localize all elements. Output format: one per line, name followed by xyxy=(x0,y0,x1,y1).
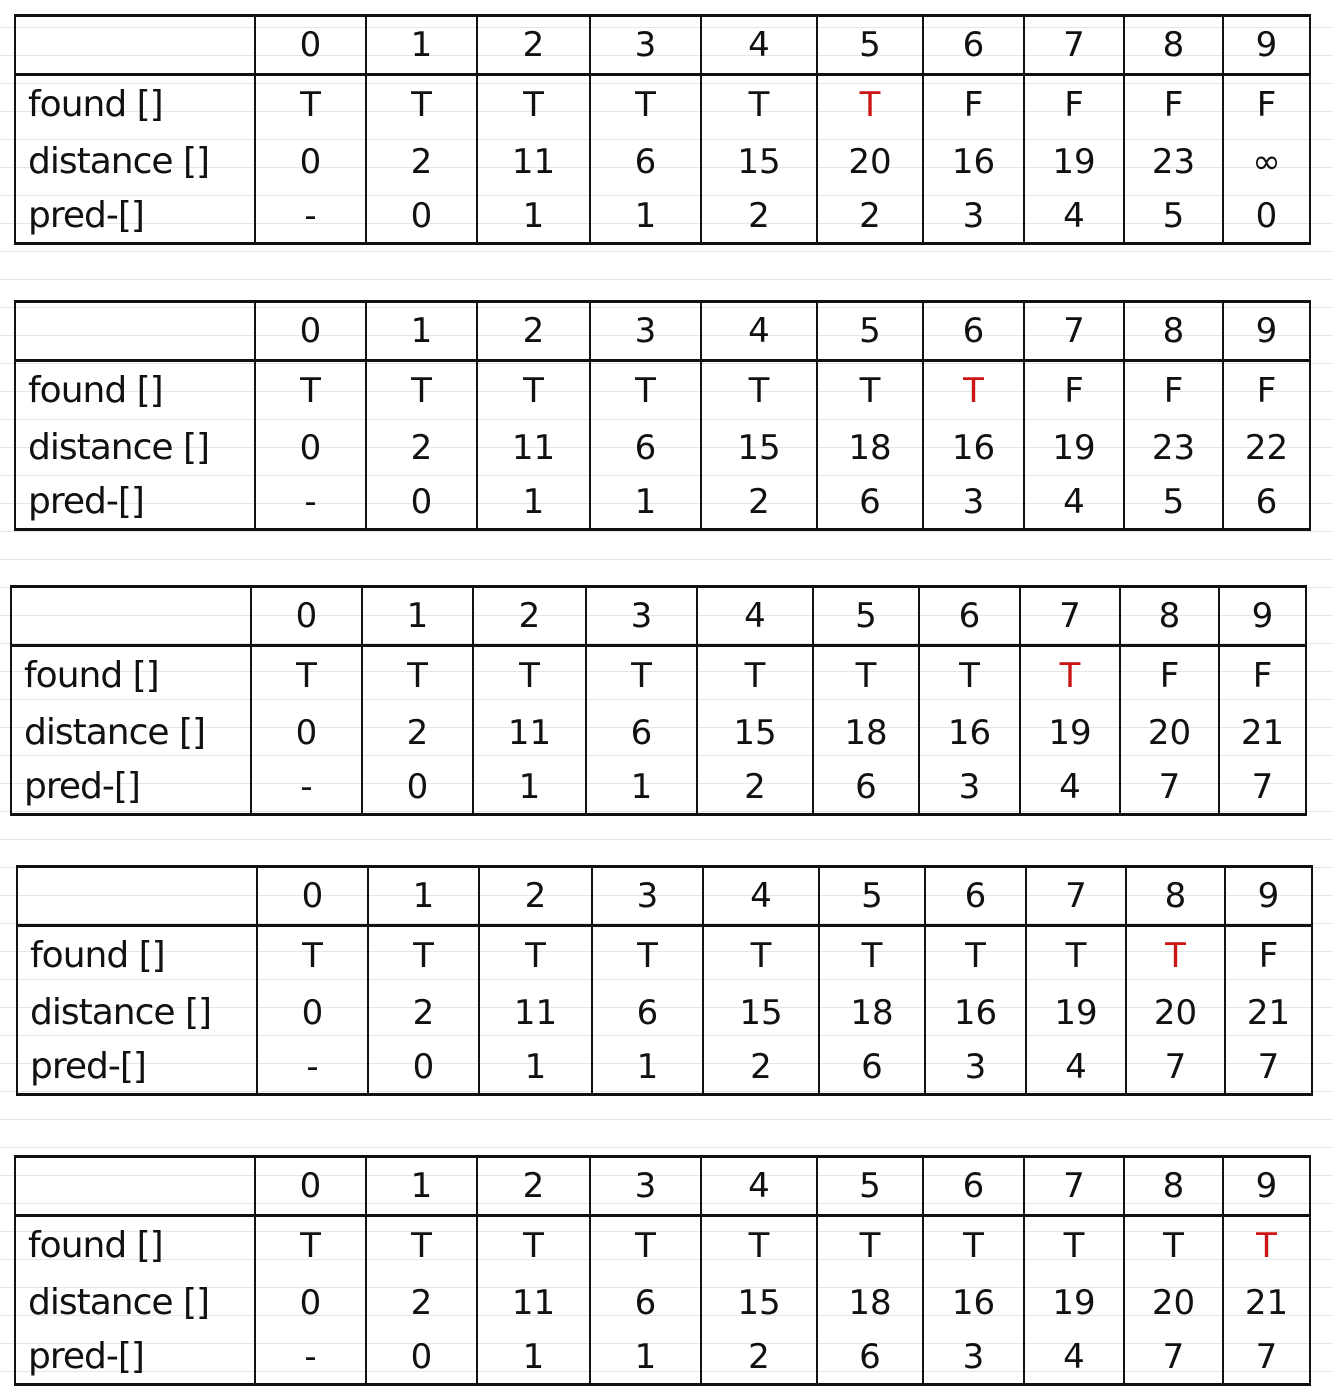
found-value-cell: T xyxy=(473,646,586,706)
found-value-cell: T xyxy=(590,361,701,421)
pred-value-cell: - xyxy=(255,1331,366,1385)
found-value-cell: T xyxy=(1020,646,1120,706)
distance-value-cell: 23 xyxy=(1124,420,1223,476)
pred-value-cell: 3 xyxy=(923,1331,1024,1385)
corner-cell xyxy=(15,16,255,75)
pred-row xyxy=(17,1041,1312,1095)
vertex-index-cell: 7 xyxy=(1026,867,1126,926)
distance-value-cell: 6 xyxy=(592,985,703,1041)
vertex-index-cell: 5 xyxy=(817,1157,923,1216)
vertex-index-cell: 3 xyxy=(590,1157,701,1216)
distance-value-cell: 20 xyxy=(1126,985,1225,1041)
vertex-index-cell: 8 xyxy=(1120,587,1219,646)
distance-value-cell: 21 xyxy=(1225,985,1312,1041)
distance-value-cell: 15 xyxy=(697,705,813,761)
vertex-index-cell: 3 xyxy=(592,867,703,926)
distance-row xyxy=(15,420,1310,476)
distance-value-cell: 19 xyxy=(1020,705,1120,761)
vertex-index-cell: 1 xyxy=(366,302,477,361)
pred-value-cell: 1 xyxy=(473,761,586,815)
found-value-cell: T xyxy=(701,361,817,421)
vertex-index-cell: 6 xyxy=(923,1157,1024,1216)
pred-row-label: pred-[] xyxy=(11,761,251,815)
distance-value-cell: 20 xyxy=(1124,1275,1223,1331)
distance-value-cell: 2 xyxy=(362,705,473,761)
pred-value-cell: 4 xyxy=(1020,761,1120,815)
distance-value-cell: 19 xyxy=(1026,985,1126,1041)
pred-value-cell: 2 xyxy=(817,190,923,244)
pred-row xyxy=(15,1331,1310,1385)
found-row xyxy=(17,926,1312,986)
found-value-cell: F xyxy=(1124,361,1223,421)
pred-value-cell: 0 xyxy=(368,1041,479,1095)
distance-value-cell: 2 xyxy=(366,420,477,476)
pred-value-cell: 7 xyxy=(1126,1041,1225,1095)
pred-value-cell: 2 xyxy=(697,761,813,815)
pred-row xyxy=(11,761,1306,815)
pred-value-cell: 0 xyxy=(366,476,477,530)
pred-value-cell: 1 xyxy=(479,1041,592,1095)
distance-value-cell: 2 xyxy=(366,1275,477,1331)
corner-cell xyxy=(17,867,257,926)
distance-value-cell: ∞ xyxy=(1223,134,1310,190)
pred-row-label: pred-[] xyxy=(17,1041,257,1095)
found-value-cell: F xyxy=(1024,75,1124,135)
found-value-cell: T xyxy=(477,75,590,135)
found-value-cell: T xyxy=(819,926,925,986)
distance-value-cell: 15 xyxy=(701,420,817,476)
vertex-index-cell: 0 xyxy=(251,587,362,646)
found-value-cell: T xyxy=(257,926,368,986)
vertex-index-cell: 6 xyxy=(923,16,1024,75)
distance-value-cell: 18 xyxy=(819,985,925,1041)
distance-value-cell: 16 xyxy=(919,705,1020,761)
distance-value-cell: 15 xyxy=(701,1275,817,1331)
found-value-cell: T xyxy=(919,646,1020,706)
distance-row-label: distance [] xyxy=(15,134,255,190)
vertex-index-cell: 8 xyxy=(1124,16,1223,75)
found-value-cell: T xyxy=(368,926,479,986)
distance-value-cell: 21 xyxy=(1223,1275,1310,1331)
pred-value-cell: 3 xyxy=(923,476,1024,530)
found-row-label: found [] xyxy=(15,361,255,421)
pred-value-cell: 6 xyxy=(819,1041,925,1095)
found-row-label: found [] xyxy=(15,1216,255,1276)
found-value-cell: T xyxy=(251,646,362,706)
vertex-index-cell: 6 xyxy=(923,302,1024,361)
pred-value-cell: 5 xyxy=(1124,476,1223,530)
vertex-index-header-row xyxy=(15,16,1310,75)
dijkstra-snapshot-table xyxy=(14,1155,1311,1386)
vertex-index-cell: 8 xyxy=(1126,867,1225,926)
pred-value-cell: 0 xyxy=(362,761,473,815)
pred-value-cell: 1 xyxy=(477,190,590,244)
distance-value-cell: 2 xyxy=(368,985,479,1041)
found-value-cell: F xyxy=(923,75,1024,135)
vertex-index-cell: 6 xyxy=(919,587,1020,646)
pred-value-cell: - xyxy=(255,190,366,244)
pred-value-cell: 6 xyxy=(813,761,919,815)
found-value-cell: T xyxy=(813,646,919,706)
found-row xyxy=(11,646,1306,706)
found-value-cell: T xyxy=(592,926,703,986)
vertex-index-cell: 3 xyxy=(590,302,701,361)
found-value-cell: F xyxy=(1225,926,1312,986)
found-value-cell: T xyxy=(817,361,923,421)
vertex-index-cell: 8 xyxy=(1124,1157,1223,1216)
found-value-cell: F xyxy=(1223,361,1310,421)
vertex-index-cell: 5 xyxy=(817,16,923,75)
pred-value-cell: 0 xyxy=(366,1331,477,1385)
distance-value-cell: 0 xyxy=(255,420,366,476)
pred-value-cell: - xyxy=(257,1041,368,1095)
vertex-index-header-row xyxy=(15,302,1310,361)
found-value-cell: T xyxy=(366,361,477,421)
distance-value-cell: 16 xyxy=(923,420,1024,476)
vertex-index-cell: 1 xyxy=(366,16,477,75)
found-value-cell: T xyxy=(590,75,701,135)
vertex-index-cell: 2 xyxy=(477,16,590,75)
vertex-index-cell: 9 xyxy=(1223,1157,1310,1216)
vertex-index-cell: 2 xyxy=(479,867,592,926)
pred-value-cell: 1 xyxy=(477,1331,590,1385)
distance-row-label: distance [] xyxy=(15,1275,255,1331)
vertex-index-cell: 9 xyxy=(1225,867,1312,926)
vertex-index-cell: 5 xyxy=(817,302,923,361)
corner-cell xyxy=(11,587,251,646)
found-value-cell: T xyxy=(703,926,819,986)
found-value-cell: T xyxy=(923,361,1024,421)
found-value-cell: T xyxy=(925,926,1026,986)
vertex-index-cell: 0 xyxy=(255,302,366,361)
vertex-index-cell: 2 xyxy=(477,1157,590,1216)
found-row-label: found [] xyxy=(15,75,255,135)
distance-value-cell: 6 xyxy=(590,1275,701,1331)
distance-value-cell: 0 xyxy=(255,134,366,190)
distance-value-cell: 0 xyxy=(255,1275,366,1331)
dijkstra-snapshot-table xyxy=(10,585,1307,816)
pred-value-cell: 6 xyxy=(817,476,923,530)
found-value-cell: T xyxy=(590,1216,701,1276)
vertex-index-cell: 7 xyxy=(1024,302,1124,361)
found-value-cell: T xyxy=(1026,926,1126,986)
found-row xyxy=(15,1216,1310,1276)
found-value-cell: T xyxy=(1124,1216,1223,1276)
distance-value-cell: 6 xyxy=(590,134,701,190)
vertex-index-cell: 1 xyxy=(368,867,479,926)
distance-value-cell: 11 xyxy=(479,985,592,1041)
distance-value-cell: 15 xyxy=(703,985,819,1041)
found-value-cell: T xyxy=(255,75,366,135)
found-value-cell: T xyxy=(1024,1216,1124,1276)
found-row xyxy=(15,75,1310,135)
found-value-cell: T xyxy=(477,1216,590,1276)
found-value-cell: T xyxy=(479,926,592,986)
distance-value-cell: 19 xyxy=(1024,1275,1124,1331)
pred-value-cell: 7 xyxy=(1120,761,1219,815)
vertex-index-cell: 9 xyxy=(1223,302,1310,361)
found-value-cell: T xyxy=(1126,926,1225,986)
distance-row xyxy=(15,1275,1310,1331)
distance-value-cell: 20 xyxy=(817,134,923,190)
found-value-cell: T xyxy=(477,361,590,421)
found-row xyxy=(15,361,1310,421)
pred-value-cell: 1 xyxy=(590,1331,701,1385)
vertex-index-cell: 0 xyxy=(255,16,366,75)
vertex-index-cell: 1 xyxy=(362,587,473,646)
found-row-label: found [] xyxy=(11,646,251,706)
found-value-cell: T xyxy=(701,75,817,135)
pred-value-cell: 7 xyxy=(1223,1331,1310,1385)
found-value-cell: F xyxy=(1024,361,1124,421)
pred-value-cell: 2 xyxy=(701,1331,817,1385)
pred-value-cell: 1 xyxy=(590,190,701,244)
pred-value-cell: 3 xyxy=(925,1041,1026,1095)
pred-value-cell: 3 xyxy=(923,190,1024,244)
pred-value-cell: 4 xyxy=(1026,1041,1126,1095)
found-value-cell: T xyxy=(362,646,473,706)
pred-value-cell: 6 xyxy=(1223,476,1310,530)
distance-value-cell: 18 xyxy=(817,420,923,476)
found-value-cell: T xyxy=(366,1216,477,1276)
distance-value-cell: 23 xyxy=(1124,134,1223,190)
corner-cell xyxy=(15,1157,255,1216)
vertex-index-cell: 0 xyxy=(257,867,368,926)
distance-value-cell: 18 xyxy=(817,1275,923,1331)
corner-cell xyxy=(15,302,255,361)
vertex-index-header-row xyxy=(15,1157,1310,1216)
pred-value-cell: - xyxy=(251,761,362,815)
vertex-index-cell: 2 xyxy=(477,302,590,361)
dijkstra-snapshot-table xyxy=(16,865,1313,1096)
pred-value-cell: 2 xyxy=(701,476,817,530)
vertex-index-cell: 9 xyxy=(1219,587,1306,646)
distance-value-cell: 16 xyxy=(923,1275,1024,1331)
vertex-index-cell: 4 xyxy=(701,16,817,75)
distance-row-label: distance [] xyxy=(11,705,251,761)
vertex-index-cell: 4 xyxy=(703,867,819,926)
pred-value-cell: 7 xyxy=(1225,1041,1312,1095)
distance-row xyxy=(17,985,1312,1041)
found-value-cell: T xyxy=(817,75,923,135)
vertex-index-cell: 2 xyxy=(473,587,586,646)
distance-value-cell: 11 xyxy=(473,705,586,761)
found-value-cell: T xyxy=(586,646,697,706)
found-value-cell: T xyxy=(923,1216,1024,1276)
found-value-cell: T xyxy=(366,75,477,135)
distance-row xyxy=(15,134,1310,190)
vertex-index-header-row xyxy=(11,587,1306,646)
pred-value-cell: - xyxy=(255,476,366,530)
distance-value-cell: 11 xyxy=(477,1275,590,1331)
vertex-index-cell: 4 xyxy=(701,302,817,361)
vertex-index-cell: 3 xyxy=(586,587,697,646)
distance-value-cell: 16 xyxy=(923,134,1024,190)
found-value-cell: T xyxy=(255,1216,366,1276)
vertex-index-cell: 7 xyxy=(1024,1157,1124,1216)
pred-value-cell: 2 xyxy=(703,1041,819,1095)
distance-row xyxy=(11,705,1306,761)
distance-value-cell: 21 xyxy=(1219,705,1306,761)
vertex-index-cell: 6 xyxy=(925,867,1026,926)
pred-value-cell: 7 xyxy=(1219,761,1306,815)
distance-value-cell: 6 xyxy=(586,705,697,761)
pred-value-cell: 4 xyxy=(1024,1331,1124,1385)
distance-row-label: distance [] xyxy=(15,420,255,476)
pred-value-cell: 2 xyxy=(701,190,817,244)
pred-row xyxy=(15,476,1310,530)
distance-value-cell: 6 xyxy=(590,420,701,476)
found-value-cell: F xyxy=(1120,646,1219,706)
distance-value-cell: 11 xyxy=(477,134,590,190)
pred-value-cell: 1 xyxy=(586,761,697,815)
distance-value-cell: 11 xyxy=(477,420,590,476)
pred-value-cell: 7 xyxy=(1124,1331,1223,1385)
pred-value-cell: 1 xyxy=(592,1041,703,1095)
pred-row-label: pred-[] xyxy=(15,1331,255,1385)
found-value-cell: T xyxy=(697,646,813,706)
vertex-index-cell: 0 xyxy=(255,1157,366,1216)
distance-row-label: distance [] xyxy=(17,985,257,1041)
distance-value-cell: 20 xyxy=(1120,705,1219,761)
pred-value-cell: 4 xyxy=(1024,190,1124,244)
found-value-cell: T xyxy=(701,1216,817,1276)
found-value-cell: F xyxy=(1219,646,1306,706)
vertex-index-cell: 7 xyxy=(1024,16,1124,75)
found-value-cell: F xyxy=(1124,75,1223,135)
distance-value-cell: 0 xyxy=(251,705,362,761)
distance-value-cell: 16 xyxy=(925,985,1026,1041)
vertex-index-header-row xyxy=(17,867,1312,926)
pred-value-cell: 0 xyxy=(1223,190,1310,244)
dijkstra-snapshot-table xyxy=(14,14,1311,245)
distance-value-cell: 0 xyxy=(257,985,368,1041)
vertex-index-cell: 4 xyxy=(701,1157,817,1216)
distance-value-cell: 22 xyxy=(1223,420,1310,476)
found-value-cell: T xyxy=(817,1216,923,1276)
found-value-cell: T xyxy=(1223,1216,1310,1276)
pred-value-cell: 1 xyxy=(477,476,590,530)
pred-row xyxy=(15,190,1310,244)
vertex-index-cell: 5 xyxy=(813,587,919,646)
pred-row-label: pred-[] xyxy=(15,190,255,244)
pred-row-label: pred-[] xyxy=(15,476,255,530)
vertex-index-cell: 1 xyxy=(366,1157,477,1216)
distance-value-cell: 19 xyxy=(1024,134,1124,190)
pred-value-cell: 4 xyxy=(1024,476,1124,530)
vertex-index-cell: 3 xyxy=(590,16,701,75)
distance-value-cell: 2 xyxy=(366,134,477,190)
found-row-label: found [] xyxy=(17,926,257,986)
found-value-cell: T xyxy=(255,361,366,421)
vertex-index-cell: 9 xyxy=(1223,16,1310,75)
pred-value-cell: 1 xyxy=(590,476,701,530)
vertex-index-cell: 7 xyxy=(1020,587,1120,646)
distance-value-cell: 19 xyxy=(1024,420,1124,476)
distance-value-cell: 18 xyxy=(813,705,919,761)
distance-value-cell: 15 xyxy=(701,134,817,190)
vertex-index-cell: 4 xyxy=(697,587,813,646)
pred-value-cell: 6 xyxy=(817,1331,923,1385)
vertex-index-cell: 5 xyxy=(819,867,925,926)
vertex-index-cell: 8 xyxy=(1124,302,1223,361)
pred-value-cell: 5 xyxy=(1124,190,1223,244)
found-value-cell: F xyxy=(1223,75,1310,135)
pred-value-cell: 0 xyxy=(366,190,477,244)
pred-value-cell: 3 xyxy=(919,761,1020,815)
dijkstra-snapshot-table xyxy=(14,300,1311,531)
